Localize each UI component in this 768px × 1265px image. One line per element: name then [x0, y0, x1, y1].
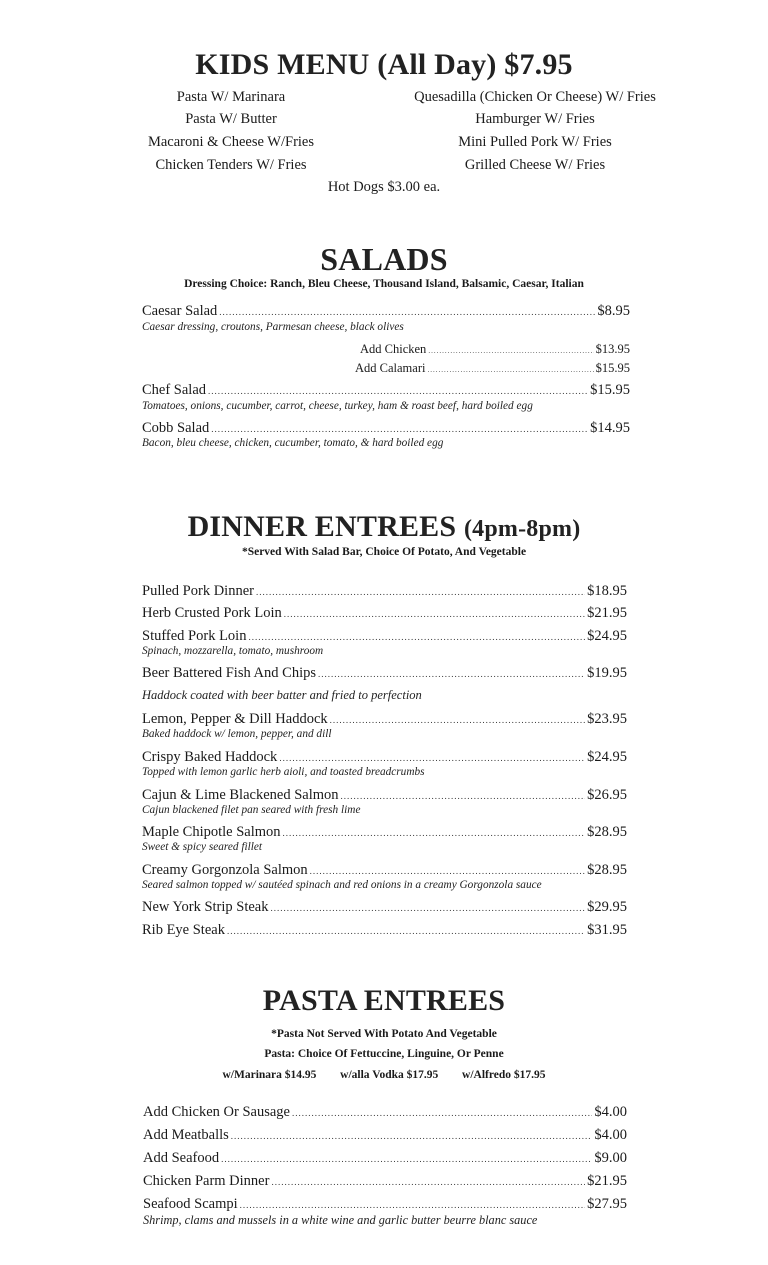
menu-item-row — [142, 583, 627, 600]
dot-leader — [341, 791, 586, 801]
item-description: Seared salmon topped w/ sautéed spinach and red onions in a creamy Gorgonzola sauce — [142, 879, 542, 891]
item-description: Baked haddock w/ lemon, pepper, and dill — [142, 728, 332, 740]
menu-item-row — [142, 787, 627, 804]
item-name: Creamy Gorgonzola Salmon — [142, 862, 308, 878]
addon-price: $13.95 — [595, 342, 630, 356]
item-description: Spinach, mozzarella, tomato, mushroom — [142, 645, 324, 657]
menu-item-row — [143, 1127, 627, 1144]
item-description: Cajun blackened filet pan seared with fresh lime — [142, 804, 361, 816]
menu-item-row — [142, 303, 630, 320]
menu-item-row — [142, 899, 627, 916]
kids-item: Pasta W/ Marinara — [176, 89, 286, 105]
kids-item: Macaroni & Cheese W/Fries — [147, 134, 315, 150]
dot-leader — [256, 587, 585, 597]
menu-item-row — [143, 1196, 627, 1213]
kids-menu-title-suffix: (All Day) $7.95 — [377, 48, 573, 81]
item-price: $21.95 — [587, 1173, 627, 1189]
menu-item-row — [142, 382, 630, 399]
item-price: $28.95 — [587, 824, 627, 840]
item-price: $29.95 — [587, 899, 627, 915]
kids-item: Quesadilla (Chicken Or Cheese) W/ Fries — [414, 89, 656, 105]
dinner-title-suffix: (4pm-8pm) — [463, 516, 581, 542]
item-description: Shrimp, clams and mussels in a white wine and garlic butter beurre blanc sauce — [143, 1213, 538, 1227]
item-name: Caesar Salad — [142, 303, 218, 319]
item-name: Stuffed Pork Loin — [142, 628, 247, 644]
pasta-sauce-prices — [0, 1069, 768, 1081]
addon-price: $15.95 — [595, 361, 630, 375]
dot-leader — [292, 1108, 592, 1118]
dot-leader — [283, 828, 586, 838]
item-name: Chicken Parm Dinner — [143, 1173, 270, 1189]
dot-leader — [248, 632, 585, 642]
dot-leader — [219, 307, 595, 317]
item-name: Add Meatballs — [143, 1127, 229, 1143]
dot-leader — [221, 1154, 592, 1164]
dot-leader — [284, 609, 585, 619]
pasta-note: *Pasta Not Served With Potato And Vegetable — [271, 1028, 497, 1040]
item-price: $8.95 — [597, 303, 630, 319]
dot-leader — [318, 669, 585, 679]
dinner-title: DINNER ENTREES — [187, 510, 457, 543]
item-name: Add Seafood — [143, 1150, 220, 1166]
menu-item-row — [142, 628, 627, 645]
menu-item-row — [142, 665, 627, 682]
kids-menu-heading — [0, 48, 768, 82]
item-price: $14.95 — [590, 420, 630, 436]
dot-leader — [240, 1200, 585, 1210]
kids-item: Mini Pulled Pork W/ Fries — [458, 134, 612, 150]
item-name: Pulled Pork Dinner — [142, 583, 254, 599]
menu-item-row — [143, 1104, 627, 1121]
item-name: Herb Crusted Pork Loin — [142, 605, 282, 621]
item-price: $15.95 — [590, 382, 630, 398]
dot-leader — [227, 926, 585, 936]
dot-leader — [231, 1131, 593, 1141]
kids-item: Chicken Tenders W/ Fries — [155, 157, 307, 173]
kids-item: Grilled Cheese W/ Fries — [464, 157, 606, 173]
item-price: $4.00 — [594, 1104, 627, 1120]
dot-leader — [270, 903, 585, 913]
item-name: Maple Chipotle Salmon — [142, 824, 281, 840]
addon-name: Add Calamari — [355, 361, 426, 375]
item-price: $18.95 — [587, 583, 627, 599]
item-description: Haddock coated with beer batter and fried to perfection — [142, 688, 422, 702]
item-name: Rib Eye Steak — [142, 922, 225, 938]
item-description: Caesar dressing, croutons, Parmesan cheese, black olives — [142, 321, 404, 333]
menu-item-row — [142, 922, 627, 939]
kids-item: Hamburger W/ Fries — [475, 111, 595, 127]
item-price: $23.95 — [587, 711, 627, 727]
dot-leader — [310, 866, 585, 876]
dinner-note: *Served With Salad Bar, Choice Of Potato, And Vegetable — [241, 546, 527, 558]
dot-leader — [427, 366, 593, 374]
menu-item-row — [142, 862, 627, 879]
item-name: New York Strip Steak — [142, 899, 269, 915]
item-price: $24.95 — [587, 749, 627, 765]
pasta-choice-note: Pasta: Choice Of Fettuccine, Linguine, Or Penne — [264, 1048, 504, 1060]
dot-leader — [208, 386, 588, 396]
sauce-price: w/alla Vodka $17.95 — [340, 1069, 439, 1081]
item-name: Lemon, Pepper & Dill Haddock — [142, 711, 328, 727]
item-price: $28.95 — [587, 862, 627, 878]
item-name: Seafood Scampi — [143, 1196, 238, 1212]
item-price: $26.95 — [587, 787, 627, 803]
item-description: Bacon, bleu cheese, chicken, cucumber, tomato, & hard boiled egg — [142, 437, 444, 449]
item-name: Beer Battered Fish And Chips — [142, 665, 316, 681]
item-price: $31.95 — [587, 922, 627, 938]
addon-row — [360, 342, 630, 357]
item-description: Tomatoes, onions, cucumber, carrot, cheese, turkey, ham & roast beef, hard boiled egg — [142, 400, 533, 412]
menu-item-row — [142, 605, 627, 622]
dot-leader — [428, 347, 593, 355]
item-name: Add Chicken Or Sausage — [143, 1104, 290, 1120]
dot-leader — [211, 424, 588, 434]
item-price: $27.95 — [587, 1196, 627, 1212]
menu-item-row — [142, 824, 627, 841]
menu-item-row — [142, 749, 627, 766]
sauce-price: w/Alfredo $17.95 — [462, 1069, 546, 1081]
menu-item-row — [143, 1150, 627, 1167]
item-description: Topped with lemon garlic herb aioli, and toasted breadcrumbs — [142, 766, 425, 778]
item-description: Sweet & spicy seared fillet — [142, 841, 263, 853]
item-name: Crispy Baked Haddock — [142, 749, 278, 765]
item-price: $24.95 — [587, 628, 627, 644]
dot-leader — [271, 1177, 585, 1187]
salads-dressing-note: Dressing Choice: Ranch, Bleu Cheese, Thousand Island, Balsamic, Caesar, Italian — [184, 278, 584, 290]
kids-hotdogs: Hot Dogs $3.00 ea. — [327, 179, 441, 195]
menu-item-row — [142, 420, 630, 437]
item-name: Cajun & Lime Blackened Salmon — [142, 787, 339, 803]
item-price: $19.95 — [587, 665, 627, 681]
menu-item-row — [142, 711, 627, 728]
item-price: $21.95 — [587, 605, 627, 621]
menu-item-row — [143, 1173, 627, 1190]
sauce-price: w/Marinara $14.95 — [222, 1069, 317, 1081]
dinner-heading — [0, 510, 768, 544]
dot-leader — [330, 715, 585, 725]
salads-heading: SALADS — [320, 241, 448, 277]
kids-menu-title: KIDS MENU — [195, 48, 370, 81]
addon-row — [355, 361, 630, 376]
item-name: Cobb Salad — [142, 420, 210, 436]
dot-leader — [279, 753, 585, 763]
kids-item: Pasta W/ Butter — [185, 111, 277, 127]
item-name: Chef Salad — [142, 382, 207, 398]
addon-name: Add Chicken — [360, 342, 427, 356]
item-price: $9.00 — [594, 1150, 627, 1166]
item-price: $4.00 — [594, 1127, 627, 1143]
pasta-heading: PASTA ENTREES — [262, 984, 506, 1017]
